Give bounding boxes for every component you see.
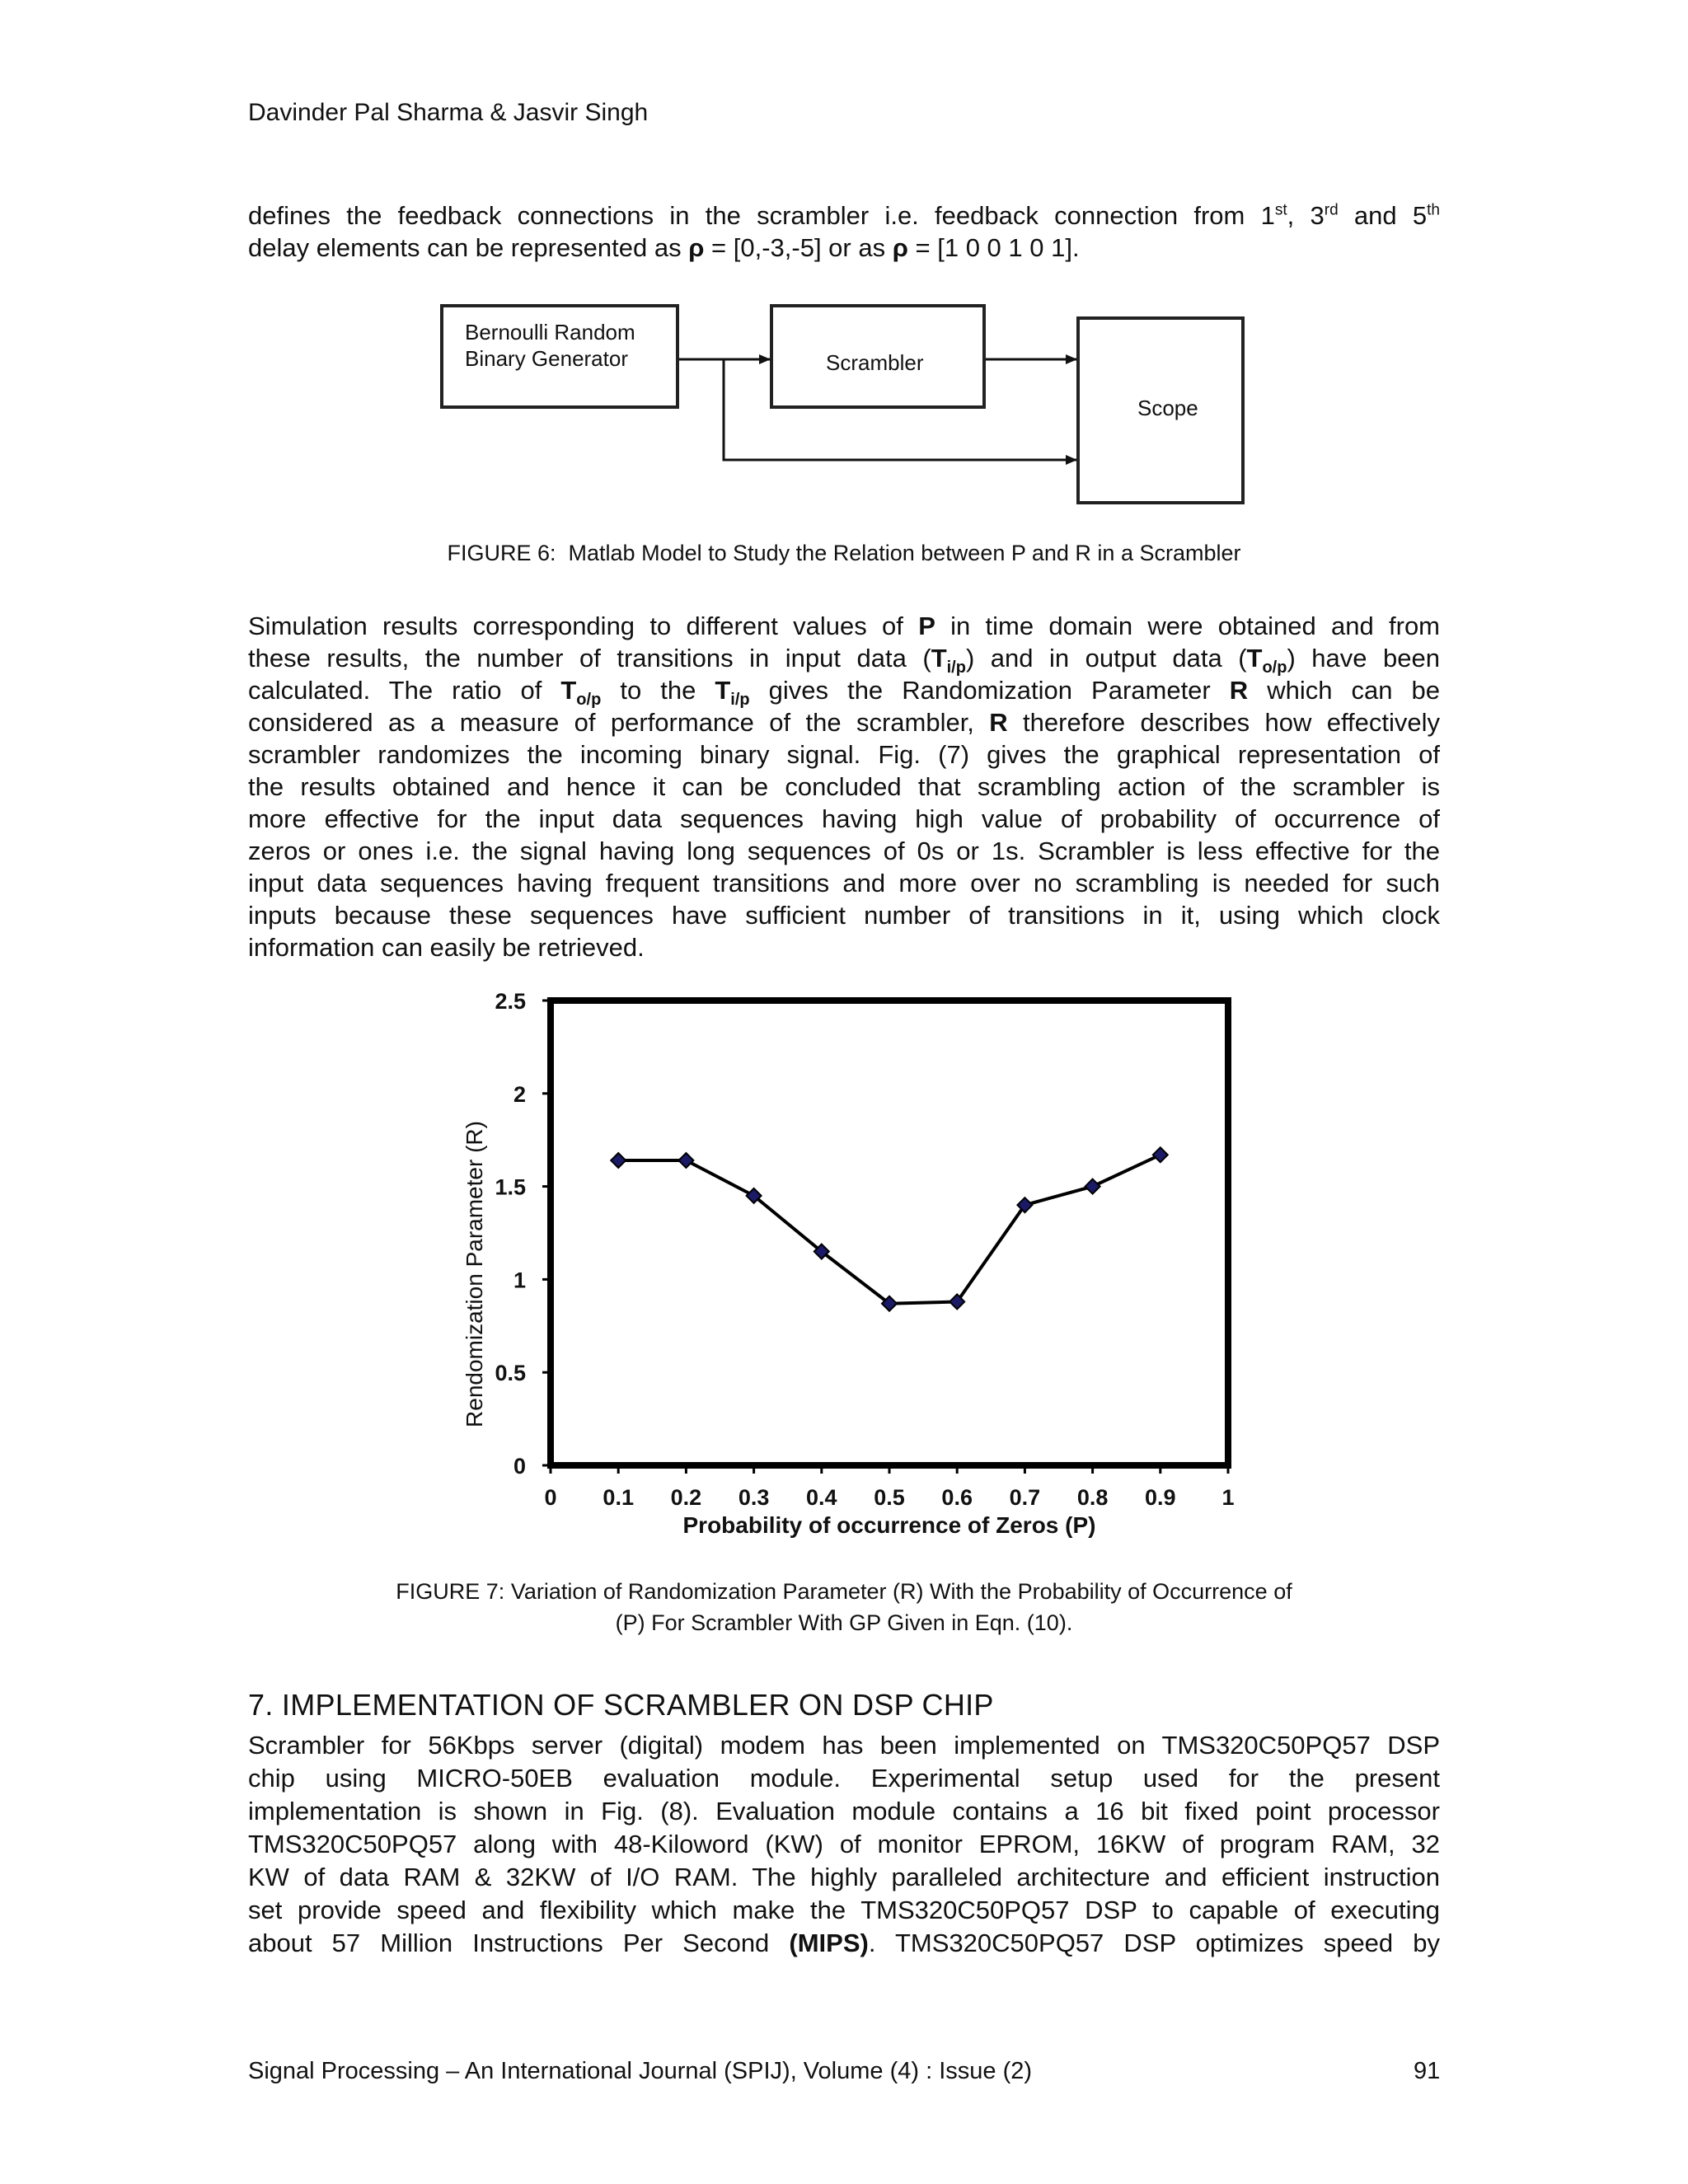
x-tick-label: 0.9 [1145, 1485, 1176, 1510]
y-tick-label: 0 [513, 1454, 526, 1479]
page-number: 91 [1414, 2058, 1441, 2084]
figure-6-caption: FIGURE 6: Matlab Model to Study the Relation between P and R in a Scrambler [447, 541, 1241, 565]
figure-6-connectors [0, 0, 1688, 527]
results-paragraph: Simulation results corresponding to different values of P in time domain were obtained and from these results, the number of transitions in input data $(T_{i/p})$ and in output data $(T_{o/p})$ have been calculated. The ratio of $T_{o/p}$ to the $T_{i/p}$ gives the Randomization Parameter R which can be considered as a measure of performance of the scrambler, R therefore describes how effectively scrambler randomizes the incoming binary signal. Fig. (7) gives the graphical representation of the results obtained and hence it can be concluded that scrambling action of the scrambler is more effective for the input data sequences having high value of probability of occurrence of zeros or ones i.e. the signal having long sequences of 0s or 1s. Scrambler is less effective for the input data sequences having frequent transitions and more over no scrambling is needed for such inputs because these sequences have sufficient number of transitions in it, using which clock information can easily be retrieved. [248, 612, 1441, 962]
y-tick-label: 1 [513, 1268, 526, 1293]
series-line [618, 1155, 1160, 1303]
x-tick-label: 1 [1221, 1485, 1235, 1510]
y-tick-label: 2.5 [495, 989, 526, 1014]
figure-7-caption: FIGURE 7: Variation of Randomization Parameter (R) With the Probability of Occurrence of (P) For Scrambler With GP Given in Eqn. (10). [396, 1579, 1292, 1635]
x-tick-label: 0.4 [806, 1485, 837, 1510]
x-tick-label: 0.5 [874, 1485, 905, 1510]
x-tick-label: 0.8 [1076, 1485, 1109, 1510]
x-axis-title: Probability of occurrence of Zeros (P) [682, 1512, 1096, 1538]
intro-line-2: delay elements can be represented as ρ = [0,-3,-5] or as ρ = [1 0 0 1 0 1]. [248, 233, 1080, 262]
section-7-heading: 7. IMPLEMENTATION OF SCRAMBLER ON DSP CHIP [248, 1688, 994, 1722]
data-point-marker [611, 1153, 626, 1168]
journal-footer: Signal Processing – An International Journal (SPIJ), Volume (4) : Issue (2) [248, 2058, 1033, 2084]
bernoulli-generator-block: Bernoulli Random Binary Generator [440, 304, 679, 409]
y-axis-title: Rendomization Parameter (R) [462, 1121, 487, 1427]
figure-7-chart [0, 972, 1688, 1549]
data-point-marker [1085, 1179, 1100, 1194]
scrambler-block: Scrambler [770, 304, 986, 409]
section-7-paragraph: Scrambler for 56Kbps server (digital) modem has been implemented on TMS320C50PQ57 DSP chip using MICRO-50EB evaluation module. Experimental setup used for the present implementation is shown in Fig. (8). Evaluation module contains a 16 bit fixed point processor TMS320C50PQ57 along with 48-Kiloword (KW) of monitor EPROM, 16KW of program RAM, 32 KW of data RAM & 32KW of I/O RAM. The highly paralleled architecture and efficient instruction set provide speed and flexibility which make the TMS320C50PQ57 DSP to capable of executing about 57 Million Instructions Per Second (MIPS). TMS320C50PQ57 DSP optimizes speed by [248, 1731, 1441, 1957]
running-header: Davinder Pal Sharma & Jasvir Singh [248, 99, 649, 126]
x-tick-label: 0.6 [941, 1485, 973, 1510]
data-point-marker [1153, 1147, 1168, 1162]
x-tick-label: 0.2 [670, 1485, 702, 1510]
x-tick-label: 0.1 [603, 1485, 634, 1510]
y-tick-label: 1.5 [495, 1174, 526, 1200]
plot-frame [551, 1001, 1228, 1465]
x-tick-label: 0 [544, 1485, 557, 1510]
scope-block: Scope [1076, 316, 1245, 504]
x-tick-label: 0.3 [738, 1485, 770, 1510]
y-tick-label: 2 [513, 1081, 526, 1107]
intro-line-1: defines the feedback connections in the scrambler i.e. feedback connection from 1st, 3rd and 5th [248, 201, 1440, 230]
data-point-marker [678, 1153, 693, 1168]
y-tick-label: 0.5 [495, 1361, 526, 1386]
x-tick-label: 0.7 [1009, 1485, 1041, 1510]
